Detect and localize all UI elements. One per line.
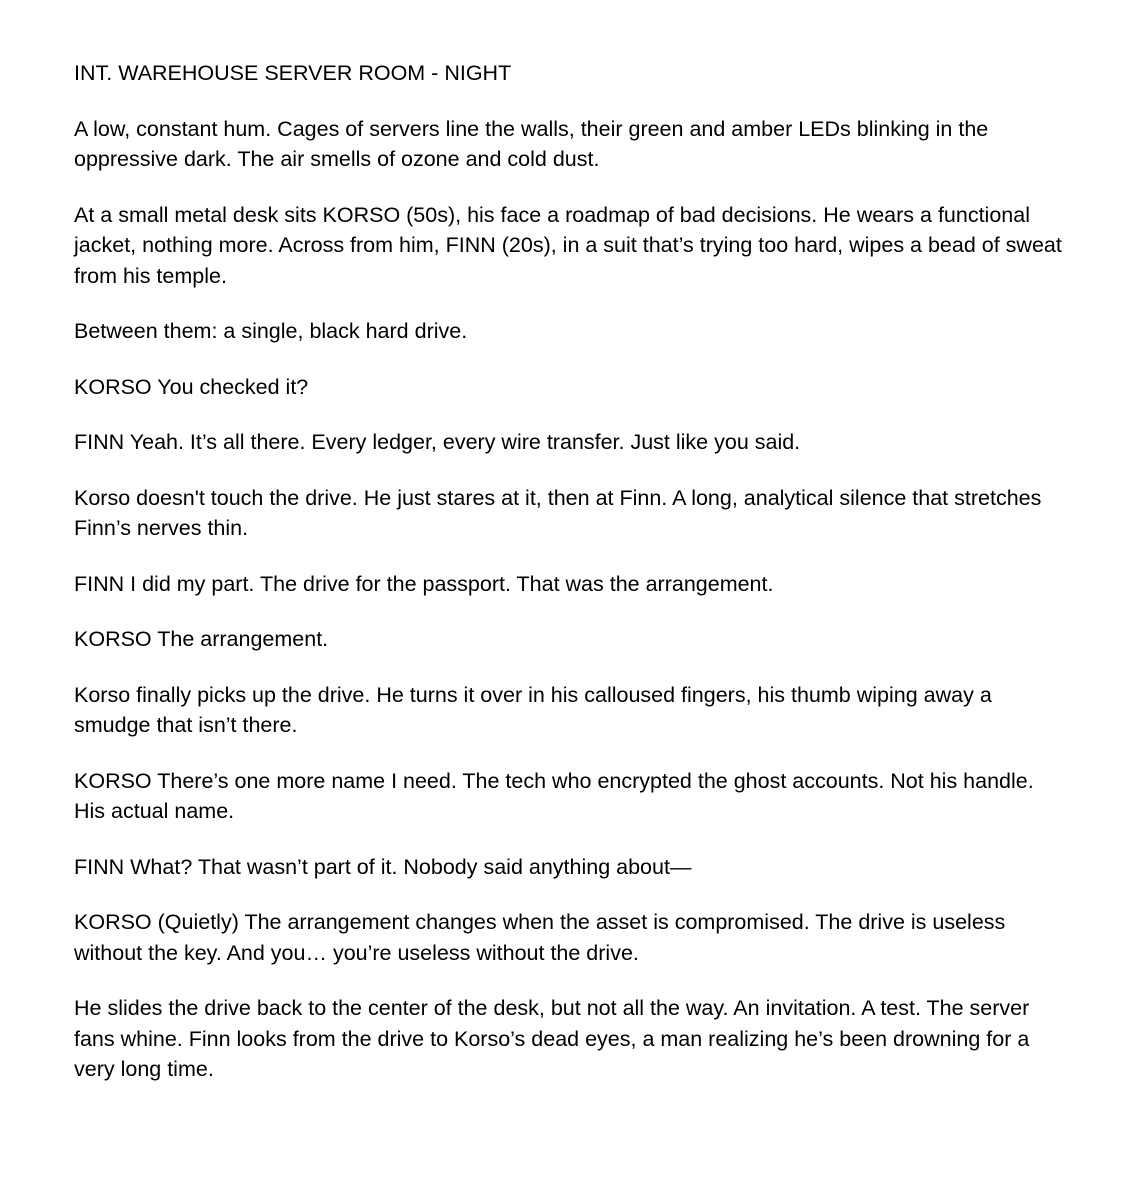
- dialogue-paragraph: KORSO The arrangement.: [74, 627, 329, 651]
- scene-heading: INT. WAREHOUSE SERVER ROOM - NIGHT: [74, 61, 512, 85]
- screenplay-document: [74, 58, 1066, 1110]
- dialogue-paragraph: KORSO You checked it?: [74, 374, 309, 399]
- dialogue-paragraph: FINN Yeah. It’s all there. Every ledger, every wire transfer. Just like you said.: [74, 430, 801, 454]
- action-paragraph: He slides the drive back to the center of the desk, but not all the way. An invitation. A test. The server fans whine. Finn looks from the drive to Korso’s dead eyes, a man realizing he’s been drowning for a very long time.: [74, 996, 1030, 1081]
- dialogue-paragraph: KORSO (Quietly) The arrangement changes when the asset is compromised. The drive is useless without the key. And you… you’re useless without the drive.: [74, 910, 1006, 965]
- dialogue-paragraph: FINN I did my part. The drive for the passport. That was the arrangement.: [74, 571, 774, 596]
- dialogue-paragraph: KORSO There’s one more name I need. The tech who encrypted the ghost accounts. Not his handle. His actual name.: [74, 768, 1034, 823]
- action-paragraph: Korso finally picks up the drive. He turns it over in his calloused fingers, his thumb wiping away a smudge that isn’t there.: [74, 682, 992, 737]
- action-paragraph: A low, constant hum. Cages of servers line the walls, their green and amber LEDs blinking in the oppressive dark. The air smells of ozone and cold dust.: [74, 116, 989, 171]
- action-paragraph: Korso doesn't touch the drive. He just stares at it, then at Finn. A long, analytical silence that stretches Finn’s nerves thin.: [74, 485, 1042, 540]
- action-paragraph: Between them: a single, black hard drive.: [74, 319, 468, 343]
- dialogue-paragraph: FINN What? That wasn’t part of it. Nobody said anything about—: [74, 854, 692, 879]
- action-paragraph: At a small metal desk sits KORSO (50s), his face a roadmap of bad decisions. He wears a functional jacket, nothing more. Across from him, FINN (20s), in a suit that’s trying too hard, wipes a bead of sweat from his temple.: [74, 202, 1062, 288]
